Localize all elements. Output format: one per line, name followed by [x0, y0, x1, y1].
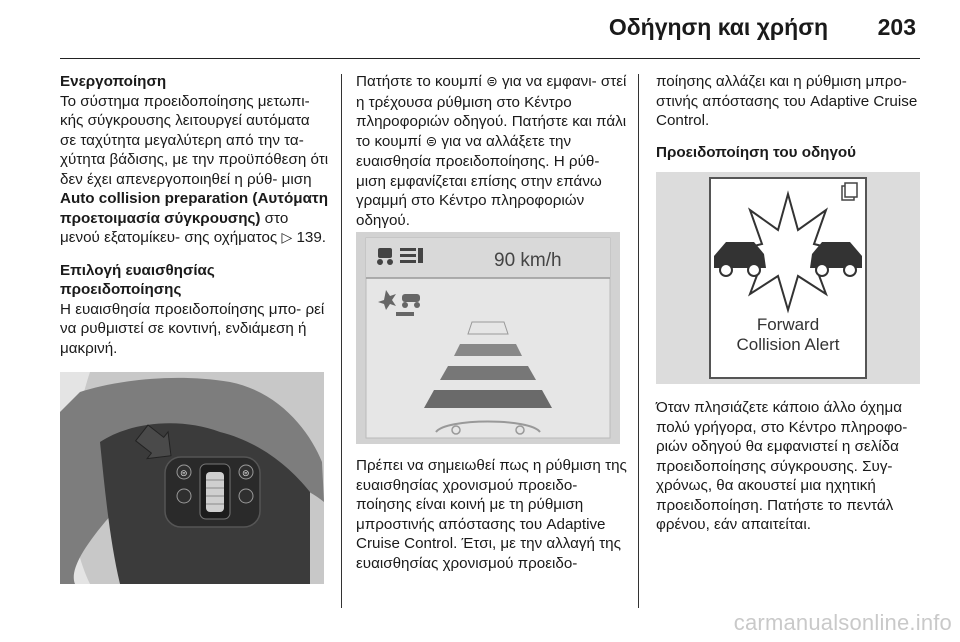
paragraph-acc-continued: ποίησης αλλάζει και η ρύθμιση μπρο- στινής απόστασης του Adaptive Cruise Control. [656, 73, 918, 129]
alert-title-line2: Collision Alert [736, 335, 840, 354]
alert-title-line1: Forward [756, 315, 820, 334]
header-rule [60, 58, 920, 59]
paragraph-acc-note: Πρέπει να σημειωθεί πως η ρύθμιση της ευαισθησίας χρονισμού προειδο- ποίησης είναι κοινή με τη ρύθμιση μπροστινής απόστασης του Adaptive Cruise Control. Έτσι, με την αλλαγή της ευαισθησίας χρονισμού προειδο- [356, 457, 627, 572]
text: Πατήστε το κουμπί [356, 73, 486, 90]
column-2-lower [356, 456, 628, 585]
heading-activation: Ενεργοποίηση [60, 73, 167, 90]
page-reference-link[interactable]: 139. [296, 229, 327, 246]
text: για να αλλάξετε την ευαισθησία προειδοποίησης. Η ρύθ- μιση εμφανίζεται επίσης στην επάνω γραμμή στο Κέντρο πληροφοριών οδηγού. [356, 132, 602, 229]
reference-arrow-icon: ▷ [281, 230, 293, 246]
svg-text:⊜: ⊜ [180, 469, 188, 479]
forward-collision-alert-image [656, 172, 920, 384]
column-divider-2 [638, 74, 639, 608]
heading-sensitivity: Επιλογή ευαισθησίας προειδοποίησης [60, 261, 215, 298]
watermark: carmanualsonline.info [733, 610, 952, 635]
page-number: 203 [877, 14, 916, 40]
driver-info-display-image [356, 232, 620, 444]
chapter-title: Οδήγηση και χρήση [608, 14, 828, 40]
column-1 [60, 72, 330, 370]
paragraph-button [356, 72, 628, 230]
paragraph-driver-warning: Όταν πλησιάζετε κάποιο άλλο όχημα πολύ γρήγορα, στο Κέντρο πληροφο- ριών οδηγού θα εμφανιστεί η σελίδα προειδοποίησης σύγκρουσης. Συγ- χρόνως, θα ακουστεί μια ηχητική προειδοποίηση. Πατήστε το πεντάλ φρένου, εάν απαιτείται. [656, 399, 908, 533]
document-icon [842, 183, 857, 200]
page-header [0, 0, 960, 60]
steering-wheel-image [60, 372, 324, 584]
text: για να εμφανι- στεί η τρέχουσα ρύθμιση στο Κέντρο πληροφοριών οδηγού. Πατήστε και πάλι το κουμπί [356, 73, 627, 150]
collision-alert-button-icon: ⊜ [425, 133, 438, 150]
paragraph-activation [60, 92, 330, 249]
collision-alert-button-icon: ⊜ [486, 74, 498, 90]
text: στο μενού εξατομίκευ- σης οχήματος [60, 209, 289, 246]
setting-name: Auto collision preparation (Αυτόματη προετοιμασία σύγκρουσης) [60, 190, 328, 227]
column-3 [656, 72, 926, 174]
column-3-lower [656, 398, 926, 547]
steering-wheel-illustration [60, 372, 324, 584]
paragraph-sensitivity: Η ευαισθησία προειδοποίησης μπο- ρεί να ρυθμιστεί σε κοντινή, ενδιάμεση ή μακρινή. [60, 300, 325, 357]
text: Το σύστημα προειδοποίησης μετωπι- κής σύγκρουσης λειτουργεί αυτόματα σε ταχύτητα μεγαλύτερη από την τα- χύτητα βάδισης, με την προϋπόθεση ότι δεν έχει απενεργοποιηθεί η ρύθ- μιση [60, 92, 329, 188]
speed-readout: 90 km/h [494, 250, 562, 271]
column-divider-1 [341, 74, 342, 608]
heading-driver-warning: Προειδοποίηση του οδηγού [656, 143, 857, 161]
svg-text:⊜: ⊜ [242, 469, 250, 479]
forward-collision-alert-illustration [656, 172, 920, 384]
driver-info-display-illustration [356, 232, 620, 444]
column-2 [356, 72, 628, 242]
